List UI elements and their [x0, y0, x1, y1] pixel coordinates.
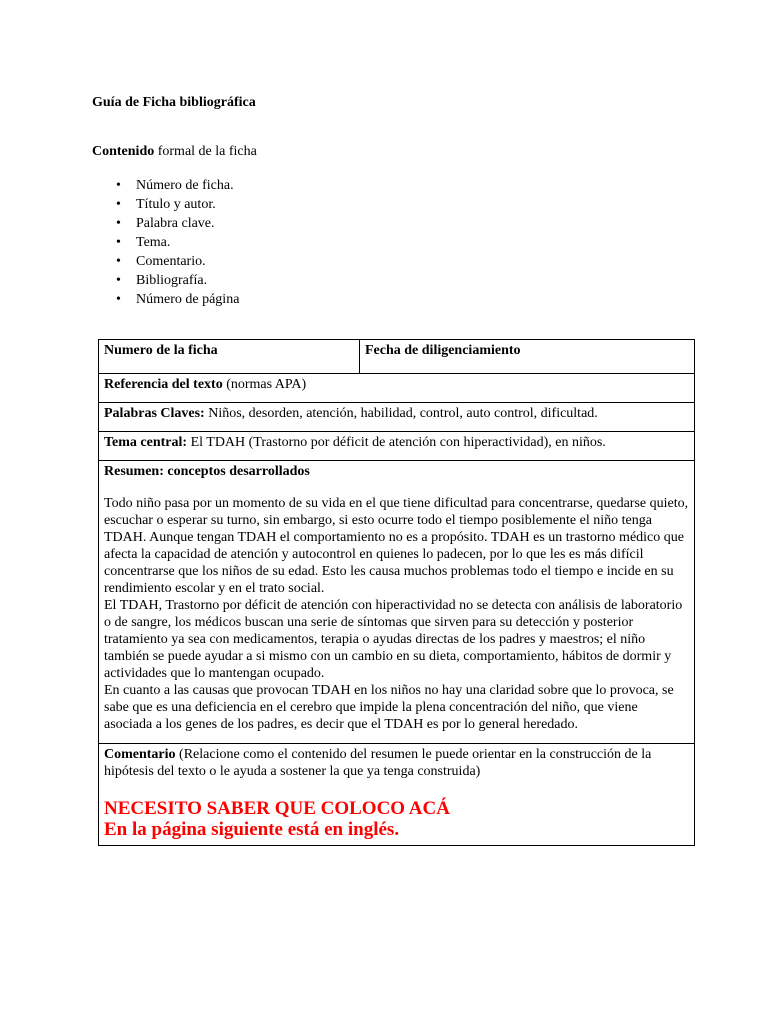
- table-row: [99, 374, 695, 403]
- tema-value: El TDAH (Trastorno por déficit de atención con hiperactividad), en niños.: [187, 435, 606, 450]
- content-heading-bold: Contenido: [92, 144, 155, 159]
- palabras-cell: [99, 403, 695, 432]
- tema-cell: [99, 432, 695, 461]
- fecha-label: Fecha de diligenciamiento: [365, 343, 521, 358]
- comentario-cell: [99, 744, 695, 846]
- field-list: [116, 176, 239, 309]
- bullet-icon: •: [116, 273, 121, 288]
- list-item: [116, 233, 239, 252]
- numero-cell: [99, 340, 360, 374]
- table-row: [99, 744, 695, 846]
- bullet-icon: •: [116, 254, 121, 269]
- table-row: [99, 432, 695, 461]
- document-title: Guía de Ficha bibliográfica: [92, 95, 256, 110]
- list-item-text: Tema.: [136, 235, 171, 250]
- referencia-cell: [99, 374, 695, 403]
- tema-label: Tema central:: [104, 435, 188, 450]
- palabras-label: Palabras Claves:: [104, 406, 205, 421]
- fecha-cell: [360, 340, 695, 374]
- bullet-icon: •: [116, 197, 121, 212]
- resumen-paragraph-2: El TDAH, Trastorno por déficit de atención con hiperactividad no se detecta con análisis de laboratorio o de sangre, los médicos buscan una serie de síntomas que sirven para su detección y posterior tratamiento ya sea con medicamentos, terapia o ayudas directas de los padres y maestros; el niño también se puede ayudar a si mismo con un cambio en su dieta, comportamiento, hábitos de dormir y actividades que lo mantengan ocupado.: [104, 598, 683, 681]
- table-row: [99, 340, 695, 374]
- list-item-text: Título y autor.: [136, 197, 216, 212]
- list-item: [116, 271, 239, 290]
- list-item: [116, 214, 239, 233]
- bullet-icon: •: [116, 178, 121, 193]
- referencia-value: (normas APA): [222, 377, 307, 392]
- ficha-table: [98, 339, 695, 846]
- bullet-icon: •: [116, 235, 121, 250]
- list-item: [116, 252, 239, 271]
- comentario-value: (Relacione como el contenido del resumen le puede orientar en la construcción de la hipótesis del texto o le ayuda a sostener la que ya tenga construida): [104, 747, 652, 779]
- palabras-value: Niños, desorden, atención, habilidad, control, auto control, dificultad.: [204, 406, 598, 421]
- comentario-label: Comentario: [104, 747, 176, 762]
- resumen-label: Resumen: conceptos desarrollados: [104, 464, 310, 479]
- note-line-2: En la página siguiente está en inglés.: [104, 819, 400, 840]
- resumen-paragraph-3: En cuanto a las causas que provocan TDAH en los niños no hay una claridad sobre que lo provoca, se sabe que es una deficiencia en el cerebro que impide la plena concentración del niño, que viene asociada a los genes de los padres, es decir que el TDAH es por lo general heredado.: [104, 683, 674, 732]
- resumen-cell: [99, 461, 695, 744]
- list-item-text: Número de ficha.: [136, 178, 234, 193]
- content-heading: [92, 143, 257, 160]
- list-item-text: Palabra clave.: [136, 216, 215, 231]
- bullet-icon: •: [116, 216, 121, 231]
- note-line-1: NECESITO SABER QUE COLOCO ACÁ: [104, 798, 450, 819]
- bullet-icon: •: [116, 292, 121, 307]
- list-item: [116, 195, 239, 214]
- list-item-text: Número de página: [136, 292, 240, 307]
- list-item-text: Bibliografía.: [136, 273, 208, 288]
- list-item-text: Comentario.: [136, 254, 206, 269]
- table-row: [99, 461, 695, 744]
- list-item: [116, 290, 239, 309]
- comentario-text: [104, 746, 689, 780]
- table-row: [99, 403, 695, 432]
- numero-label: Numero de la ficha: [104, 343, 218, 358]
- list-item: [116, 176, 239, 195]
- resumen-paragraph-1: Todo niño pasa por un momento de su vida en el que tiene dificultad para concentrarse, quedarse quieto, escuchar o esperar su turno, sin embargo, si esto ocurre todo el tiempo posiblemente el niño tenga TDAH. Aunque tengan TDAH el comportamiento no es a propósito. TDAH es un trastorno médico que afecta la capacidad de atención y autocontrol en quienes lo padecen, por lo que les es más difícil concentrarse que los niños de su edad. Esto les causa muchos problemas todo el tiempo e incide en su rendimiento escolar y en el trato social.: [104, 496, 689, 596]
- referencia-label: Referencia del texto: [104, 377, 223, 392]
- content-heading-rest: formal de la ficha: [154, 144, 257, 159]
